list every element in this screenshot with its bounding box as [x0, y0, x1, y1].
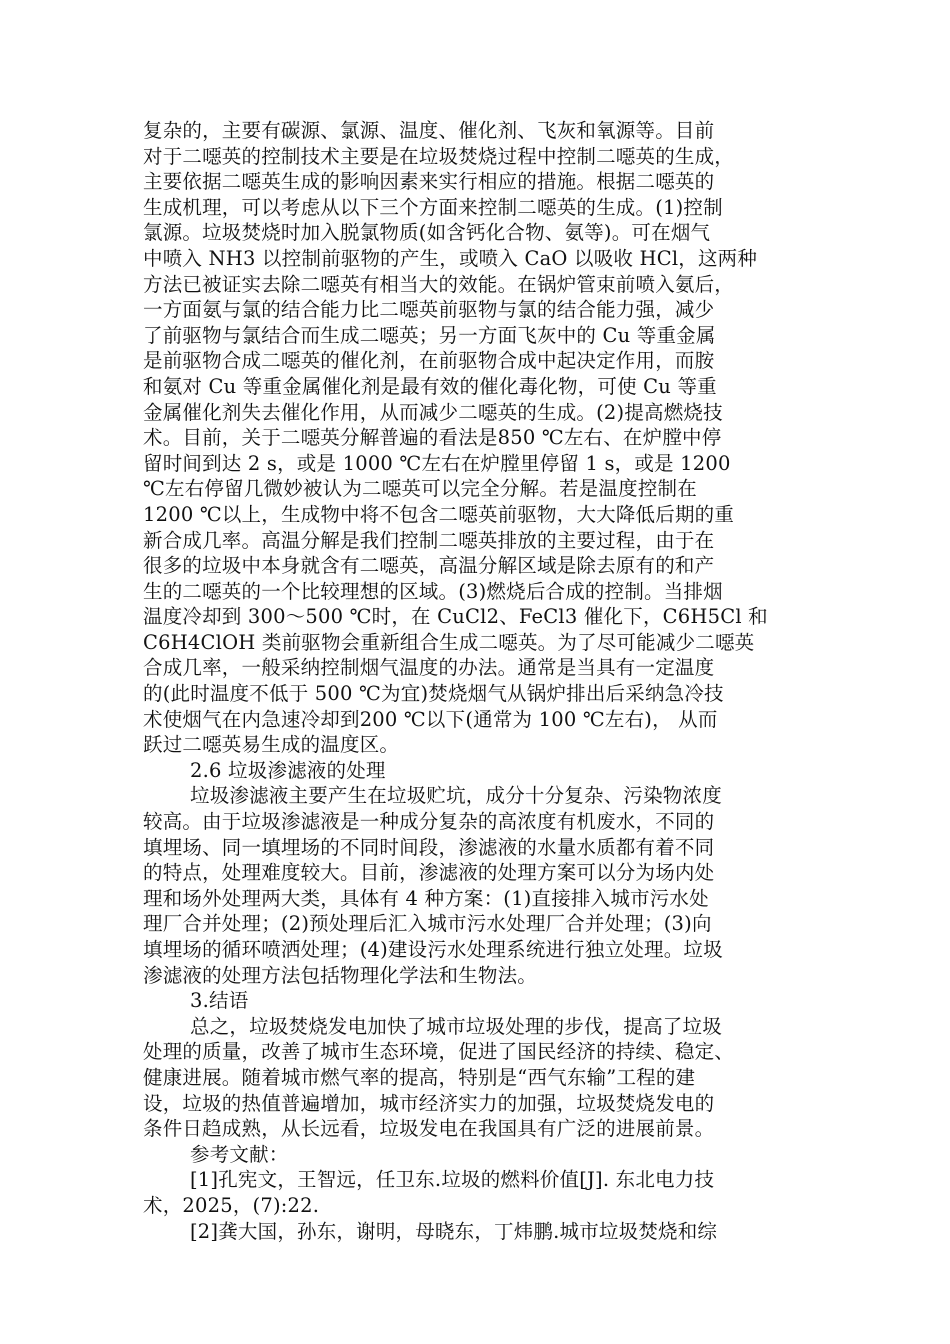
text-line: 温度冷却到 300～500 ℃时，在 CuCl2、FeCl3 催化下，C6H5Cl 和 [143, 605, 768, 629]
text-line: 垃圾渗滤液主要产生在垃圾贮坑，成分十分复杂、污染物浓度 [190, 784, 722, 808]
text-line: 中喷入 NH3 以控制前驱物的产生，或喷入 CaO 以吸收 HCl，这两种 [143, 246, 758, 270]
text-line: 术。目前，关于二噁英分解普遍的看法是850 ℃左右、在炉膛中停 [143, 426, 722, 450]
text-line: 术，2025，(7):22. [143, 1193, 320, 1217]
text-line: 处理的质量，改善了城市生态环境，促进了国民经济的持续、稳定、 [143, 1040, 735, 1064]
text-line: 是前驱物合成二噁英的催化剂，在前驱物合成中起决定作用，而胺 [143, 349, 715, 373]
text-line: 一方面氨与氯的结合能力比二噁英前驱物与氯的结合能力强，减少 [143, 298, 715, 322]
text-line: 填埋场的循环喷洒处理；(4)建设污水处理系统进行独立处理。垃圾 [143, 938, 723, 961]
text-line: 氯源。垃圾焚烧时加入脱氯物质(如含钙化合物、氨等)。可在烟气 [143, 221, 711, 245]
text-line: 留时间到达 2 s，或是 1000 ℃左右在炉膛里停留 1 s，或是 1200 [143, 451, 731, 475]
text-line: [1]孔宪文，王智远，任卫东.垃圾的燃料价值[J]. 东北电力技 [190, 1168, 715, 1192]
text-line: 生的二噁英的一个比较理想的区域。(3)燃烧后合成的控制。当排烟 [143, 579, 723, 603]
text-line: 设，垃圾的热值普遍增加，城市经济实力的加强，垃圾焚烧发电的 [143, 1091, 715, 1115]
text-line: 的特点，处理难度较大。目前，渗滤液的处理方案可以分为场内处 [143, 861, 715, 885]
text-line: 复杂的，主要有碳源、氯源、温度、催化剂、飞灰和氧源等。目前 [143, 119, 715, 142]
text-line: 方法已被证实去除二噁英有相当大的效能。在锅炉管束前喷入氨后， [143, 272, 735, 296]
text-line: 对于二噁英的控制技术主要是在垃圾焚烧过程中控制二噁英的生成， [143, 144, 735, 168]
text-line: 跃过二噁英易生成的温度区。 [143, 733, 400, 757]
text-line: 较高。由于垃圾渗滤液是一种成分复杂的高浓度有机废水，不同的 [143, 810, 715, 834]
text-line: 合成几率，一般采纳控制烟气温度的办法。通常是当具有一定温度 [143, 656, 715, 680]
text-line: 参考文献： [190, 1142, 289, 1166]
text-line: 金属催化剂失去催化作用，从而减少二噁英的生成。(2)提高燃烧技 [143, 400, 723, 424]
text-line: 新合成几率。高温分解是我们控制二噁英排放的主要过程，由于在 [143, 528, 715, 552]
text-line: 1200 ℃以上，生成物中将不包含二噁英前驱物，大大降低后期的重 [143, 502, 735, 526]
text-line: 填埋场、同一填埋场的不同时间段，渗滤液的水量水质都有着不同 [143, 835, 715, 859]
text-line: ℃左右停留几微妙被认为二噁英可以完全分解。若是温度控制在 [143, 477, 697, 501]
text-line: 和氨对 Cu 等重金属催化剂是最有效的催化毒化物，可使 Cu 等重 [143, 374, 717, 398]
text-line: 总之，垃圾焚烧发电加快了城市垃圾处理的步伐，提高了垃圾 [190, 1014, 722, 1038]
text-line: 条件日趋成熟，从长远看，垃圾发电在我国具有广泛的进展前景。 [143, 1117, 715, 1141]
text-line: [2]龚大国，孙东，谢明，母晓东，丁炜鹏.城市垃圾焚烧和综 [190, 1219, 718, 1243]
text-line: 3.结语 [190, 989, 249, 1013]
text-line: 术使烟气在内急速冷却到200 ℃以下(通常为 100 ℃左右)， 从而 [143, 707, 718, 731]
text-line: 很多的垃圾中本身就含有二噁英，高温分解区域是除去原有的和产 [143, 554, 715, 578]
text-line: 2.6 垃圾渗滤液的处理 [190, 758, 386, 782]
text-line: 健康进展。随着城市燃气率的提高，特别是“西气东输”工程的建 [143, 1065, 696, 1089]
text-line: 理厂合并处理；(2)预处理后汇入城市污水处理厂合并处理；(3)向 [143, 912, 712, 936]
document-body [143, 118, 823, 1244]
text-line: 的(此时温度不低于 500 ℃为宜)焚烧烟气从锅炉排出后采纳急冷技 [143, 682, 724, 706]
text-line: C6H4ClOH 类前驱物会重新组合生成二噁英。为了尽可能减少二噁英 [143, 630, 755, 654]
text-line: 了前驱物与氯结合而生成二噁英；另一方面飞灰中的 Cu 等重金属 [143, 323, 716, 347]
text-line: 渗滤液的处理方法包括物理化学法和生物法。 [143, 963, 538, 987]
text-line: 理和场外处理两大类，具体有 4 种方案：(1)直接排入城市污水处 [143, 886, 709, 910]
text-line: 生成机理，可以考虑从以下三个方面来控制二噁英的生成。(1)控制 [143, 195, 723, 219]
text-line: 主要依据二噁英生成的影响因素来实行相应的措施。根据二噁英的 [143, 170, 715, 194]
